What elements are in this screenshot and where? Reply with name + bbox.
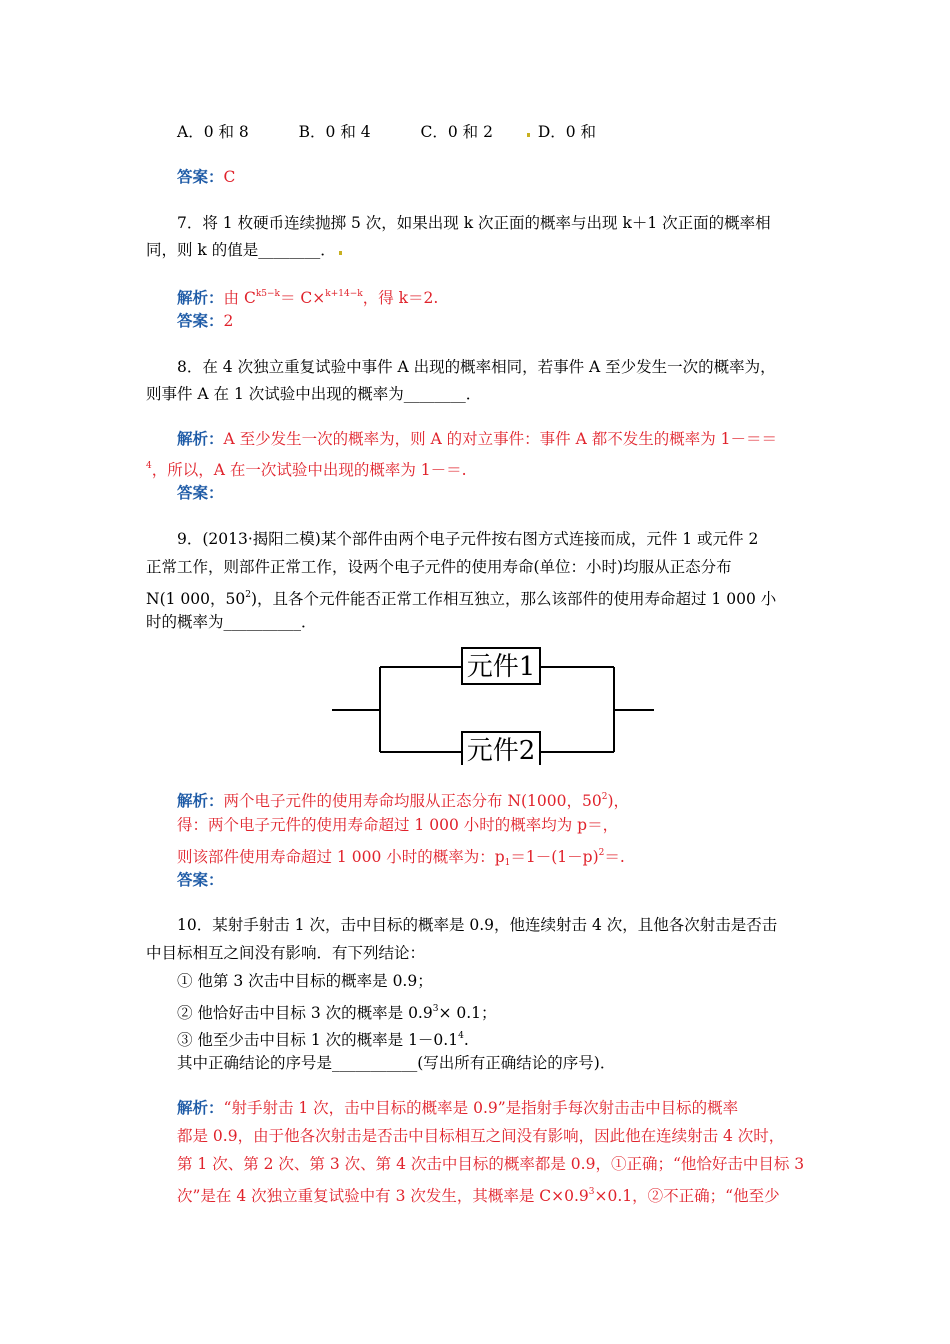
q8-line1: 8．在 4 次独立重复试验中事件 A 出现的概率相同，若事件 A 至少发生一次的概率为， [177,358,776,376]
q9-answer-line [177,870,224,890]
q9-line3-a: N(1 000，50 [146,590,246,608]
q9-line4: 时的概率为__________． [146,613,317,631]
q6-answer: C [223,168,236,186]
q9-analysis1-b: )， [607,792,630,810]
q7-analysis-a: 由 C [223,289,256,307]
q9-analysis1 [177,787,629,811]
q6-option-c: C．0 和 2 [420,123,493,141]
parallel-circuit-diagram [332,640,657,765]
q10-item1: ① 他第 3 次击中目标的概率是 0.9； [177,972,433,990]
q9-analysis3-sub: 1 [504,858,511,868]
q8-analysis1-text: A 至少发生一次的概率为，则 A 的对立事件：事件 A 都不发生的概率为 1－＝＝ [223,430,778,448]
answer-label: 答案： [177,311,224,330]
q10-item2 [177,999,497,1023]
analysis-label: 解析： [177,791,224,810]
q10-analysis2: 都是 0.9，由于他各次射击是否击中目标相互之间没有影响，因此他在连续射击 4 次时， [177,1127,785,1145]
q9-analysis1-sup: 2 [601,792,608,802]
q7-analysis [177,284,438,308]
speck-mark [527,133,530,137]
q9-analysis3-b: ＝1－(1－p) [510,848,599,866]
analysis-label: 解析： [177,1098,224,1117]
q9-line2: 正常工作，则部件正常工作，设两个电子元件的使用寿命(单位：小时)均服从正态分布 [146,558,732,576]
q6-option-a: A．0 和 8 [177,123,249,141]
q7-analysis-end: ，得 k＝2. [362,289,439,307]
analysis-label: 解析： [177,288,224,307]
q6-options [177,122,596,142]
q6-option-d: D．0 和 [537,123,597,141]
q7-analysis-mid: ＝ C× [280,289,326,307]
q7-line1: 7．将 1 枚硬币连续抛掷 5 次，如果出现 k 次正面的概率与出现 k＋1 次正面的概率相 [177,214,771,232]
q10-line1: 10．某射手射击 1 次，击中目标的概率是 0.9，他连续射击 4 次，且他各次射击是否击 [177,916,778,934]
q8-analysis2-text: ，所以，A 在一次试验中出现的概率为 1－＝. [151,461,467,479]
q10-line2: 中目标相互之间没有影响．有下列结论： [146,944,426,962]
analysis-label: 解析： [177,429,224,448]
q10-analysis4-b: ×0.1，②不正确；“他至少 [594,1187,780,1205]
q8-line2: 则事件 A 在 1 次试验中出现的概率为________． [146,385,482,403]
q9-analysis3 [177,843,625,873]
q10-analysis3: 第 1 次、第 2 次、第 3 次、第 4 次击中目标的概率都是 0.9，①正确；“他恰好击中目标 3 [177,1155,805,1173]
component-1-label: 元件1 [466,652,536,682]
q8-analysis2-sup: 4 [146,461,152,471]
component-2-label: 元件2 [466,736,536,765]
q7-answer: 2 [223,312,234,330]
q8-answer-line [177,483,224,503]
q9-analysis3-sup: 2 [598,848,605,858]
answer-label: 答案： [177,870,224,889]
q10-item3-a: ③ 他至少击中目标 1 次的概率是 1－0.1 [177,1031,459,1049]
answer-label: 答案： [177,483,224,502]
q10-analysis4-a: 次”是在 4 次独立重复试验中有 3 次发生，其概率是 C×0.9 [177,1187,589,1205]
q9-analysis3-a: 则该部件使用寿命超过 1 000 小时的概率为：p [177,848,505,866]
q10-analysis1 [177,1098,738,1118]
q9-analysis3-c: ＝. [604,848,625,866]
q9-line3-b: )，且各个元件能否正常工作相互独立，那么该部件的使用寿命超过 1 000 小 [250,590,777,608]
q9-analysis2: 得：两个电子元件的使用寿命超过 1 000 小时的概率均为 p＝， [177,816,619,834]
q10-item3 [177,1026,469,1050]
q7-analysis-sup1: k5−k [255,289,280,299]
q9-analysis1-a: 两个电子元件的使用寿命均服从正态分布 N(1000，50 [223,792,602,810]
speck-mark [339,251,342,255]
q9-line1: 9．(2013·揭阳二模)某个部件由两个电子元件按右图方式连接而成，元件 1 或元件 2 [177,530,759,548]
q10-item2-a: ② 他恰好击中目标 3 次的概率是 0.9 [177,1004,433,1022]
q10-item2-sup: 3 [432,1004,439,1014]
q8-analysis2 [146,456,467,480]
q9-line3 [146,585,776,609]
answer-label: 答案： [177,167,224,186]
q10-analysis4 [177,1182,780,1206]
q10-item2-b: × 0.1； [438,1004,497,1022]
q6-option-b: B．0 和 4 [298,123,371,141]
q7-line2-text: 同，则 k 的值是________． [146,241,336,259]
q8-analysis1 [177,429,777,449]
q10-analysis1-text: “射手射击 1 次，击中目标的概率是 0.9”是指射手每次射击击中目标的概率 [223,1099,739,1117]
q9-line3-sup: 2 [245,590,251,600]
q7-line2 [146,240,345,260]
q10-item3-sup: 4 [458,1031,464,1041]
q10-item3-b: . [463,1031,469,1049]
q10-analysis4-sup: 3 [588,1187,595,1197]
q7-analysis-sup2: k+14−k [325,289,363,299]
q7-answer-line [177,311,233,331]
q6-answer-line [177,167,235,187]
q10-question: 其中正确结论的序号是___________(写出所有正确结论的序号)． [177,1054,616,1072]
